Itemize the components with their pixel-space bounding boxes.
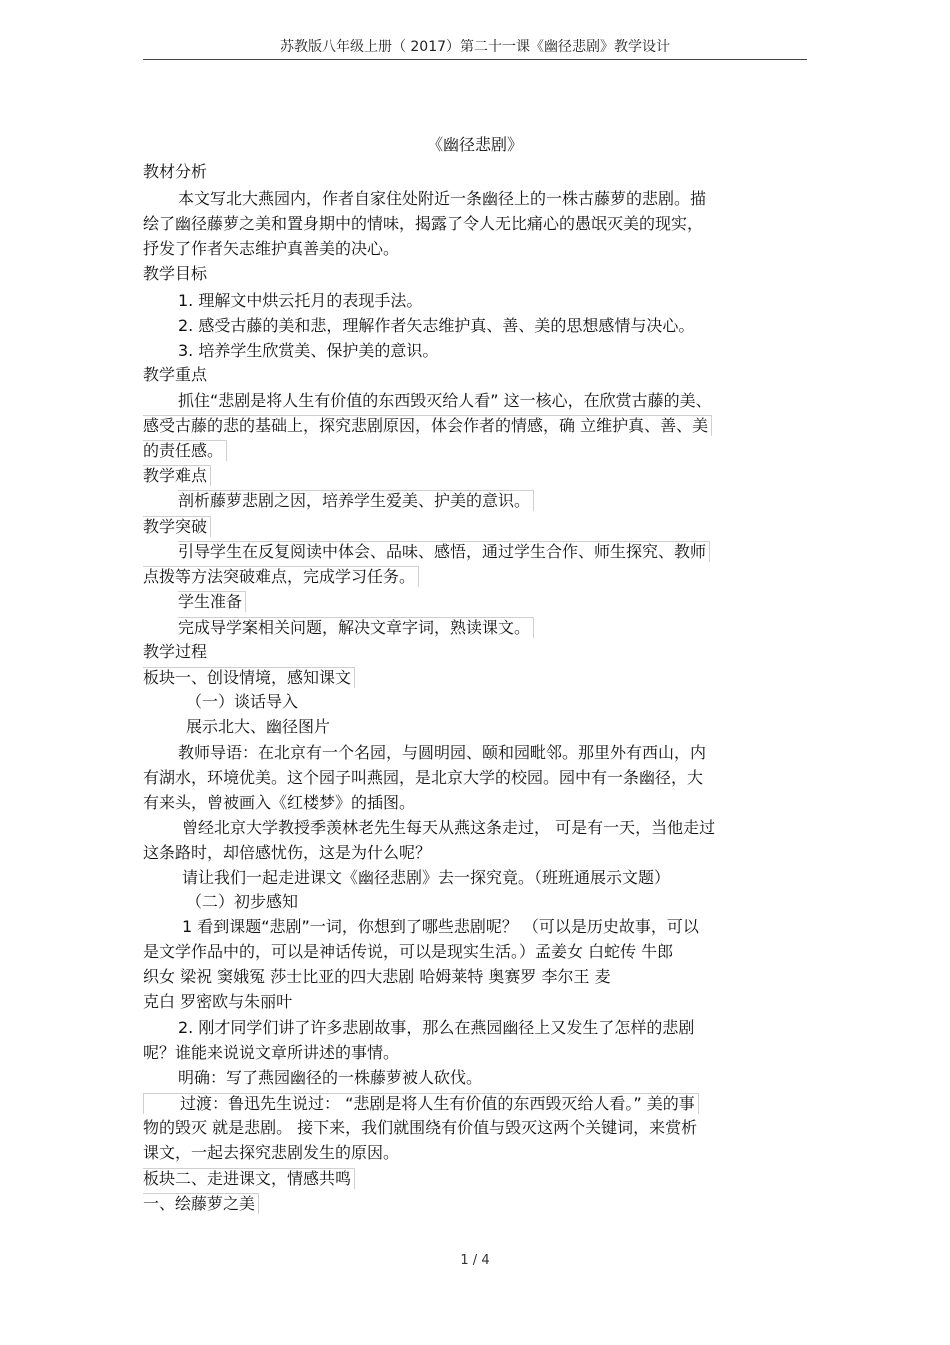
- paragraph-line: 请让我们一起走进课文《幽径悲剧》去一探究竟。（班班通展示文题）: [182, 868, 671, 887]
- heading-teaching-goals: 教学目标: [143, 264, 208, 283]
- paragraph-line: 过渡：鲁迅先生说过： “悲剧是将人生有价值的东西毁灭给人看。” 美的事: [143, 1093, 699, 1114]
- paragraph-line: 的责任感。: [143, 440, 227, 461]
- paragraph-line: 2. 刚才同学们讲了许多悲剧故事，那么在燕园幽径上又发生了怎样的悲剧: [178, 1018, 695, 1037]
- section-heading: 一、绘藤萝之美: [143, 1193, 259, 1214]
- paragraph-line: 呢？谁能来说说文章所讲述的事情。: [143, 1043, 400, 1062]
- heading-teaching-process: 教学过程: [143, 642, 208, 661]
- goal-item: 2. 感受古藤的美和悲，理解作者矢志维护真、善、美的思想感情与决心。: [178, 316, 695, 335]
- subsection-heading: （二）初步感知: [186, 892, 299, 911]
- paragraph-line: 1 看到课题“悲剧”一词，你想到了哪些悲剧呢？ （可以是历史故事，可以: [182, 917, 699, 936]
- paragraph-line: 织女 梁祝 窦娥冤 莎士比亚的四大悲剧 哈姆莱特 奥赛罗 李尔王 麦: [143, 967, 611, 986]
- paragraph-line: 克白 罗密欧与朱丽叶: [143, 992, 293, 1011]
- paragraph-line: 有来头，曾被画入《红楼梦》的插图。: [143, 793, 416, 812]
- paragraph-line: 展示北大、幽径图片: [186, 717, 331, 736]
- paragraph-line: 有湖水，环境优美。这个园子叫燕园，是北京大学的校园。园中有一条幽径，大: [143, 768, 704, 787]
- goal-item: 3. 培养学生欣赏美、保护美的意识。: [178, 341, 439, 360]
- goal-item: 1. 理解文中烘云托月的表现手法。: [178, 291, 423, 310]
- subsection-heading: （一）谈话导入: [186, 692, 299, 711]
- paragraph-line: 完成导学案相关问题，解决文章字词，熟读课文。: [178, 617, 534, 638]
- heading-textbook-analysis: 教材分析: [143, 162, 208, 181]
- paragraph-line: 是文学作品中的，可以是神话传说，可以是现实生活。）孟姜女 白蛇传 牛郎: [143, 942, 674, 961]
- heading-difficulties: 教学难点: [143, 465, 211, 486]
- paragraph-line: 教师导语：在北京有一个名园，与圆明园、颐和园毗邻。那里外有西山，内: [178, 743, 707, 762]
- section-heading: 板块一、创设情境，感知课文: [143, 667, 355, 688]
- paragraph-line: 点拨等方法突破难点，完成学习任务。: [143, 566, 419, 587]
- paragraph-line: 这条路时，却倍感忧伤，这是为什么呢？: [143, 843, 432, 862]
- page-header: 苏教版八年级上册（ 2017）第二十一课《幽径悲剧》教学设计: [143, 36, 807, 60]
- paragraph-line: 曾经北京大学教授季羡林老先生每天从燕这条走过， 可是有一天，当他走过: [182, 818, 716, 837]
- paragraph-line: 抒发了作者矢志维护真善美的决心。: [143, 239, 400, 258]
- paragraph-line: 引导学生在反复阅读中体会、品味、感悟，通过学生合作、师生探究、教师: [178, 541, 710, 562]
- document-title: 《幽径悲剧》: [426, 135, 523, 154]
- paragraph-line: 明确：写了燕园幽径的一株藤萝被人砍伐。: [178, 1068, 483, 1087]
- paragraph-line: 本文写北大燕园内，作者自家住处附近一条幽径上的一株古藤萝的悲剧。描: [178, 189, 707, 208]
- heading-student-prep: 学生准备: [178, 591, 246, 612]
- section-heading: 板块二、走进课文，情感共鸣: [143, 1168, 355, 1189]
- paragraph-line: 感受古藤的悲的基础上，探究悲剧原因，体会作者的情感，确 立维护真、善、美: [143, 415, 712, 436]
- heading-key-points: 教学重点: [143, 365, 208, 384]
- heading-breakthrough: 教学突破: [143, 516, 211, 537]
- paragraph-line: 绘了幽径藤萝之美和置身期中的情味，揭露了令人无比痛心的愚氓灭美的现实，: [143, 214, 704, 233]
- paragraph-line: 抓住“悲剧是将人生有价值的东西毁灭给人看” 这一核心，在欣赏古藤的美、: [178, 391, 712, 410]
- paragraph-line: 课文，一起去探究悲剧发生的原因。: [143, 1143, 400, 1162]
- paragraph-line: 剖析藤萝悲剧之因，培养学生爱美、护美的意识。: [178, 490, 534, 511]
- page-number: 1 / 4: [460, 1253, 490, 1268]
- paragraph-line: 物的毁灭 就是悲剧。 接下来，我们就围绕有价值与毁灭这两个关键词，来赏析: [143, 1118, 698, 1137]
